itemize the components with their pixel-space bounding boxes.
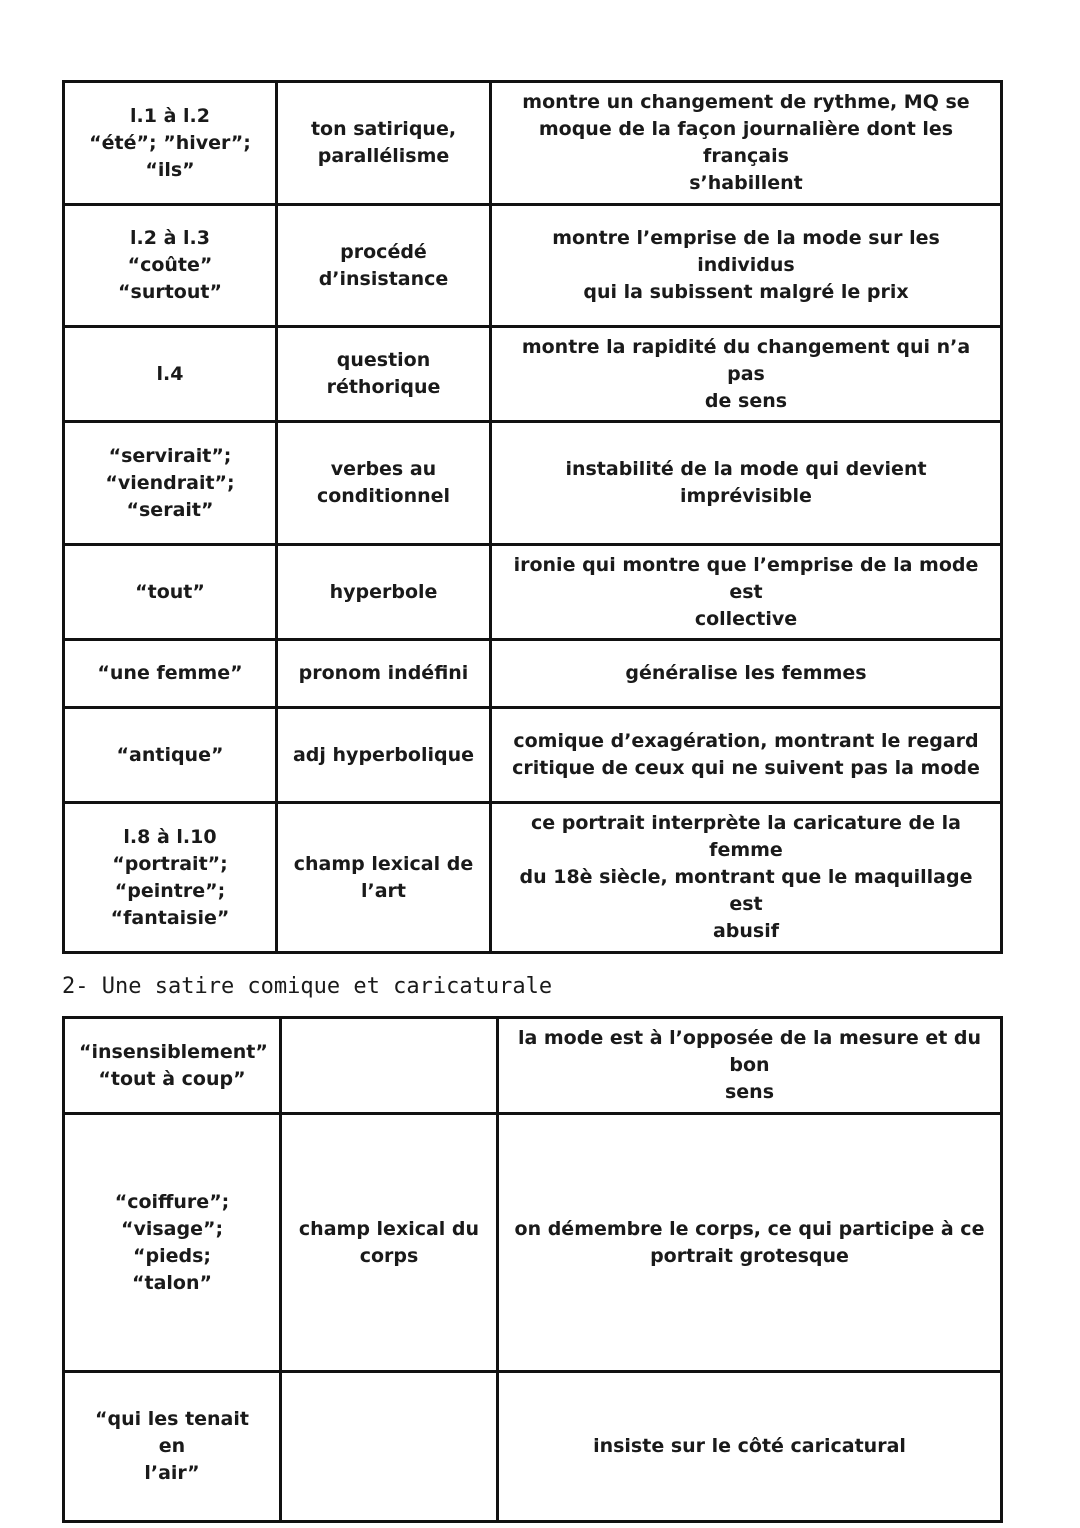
device-cell: question réthorique [277,327,491,422]
device-cell [281,1018,498,1114]
effect-cell: généralise les femmes [491,640,1002,708]
reference-cell: “antique” [64,708,277,803]
table-row [64,82,1002,205]
effect-cell: montre l’emprise de la mode sur les individus qui la subissent malgré le prix [491,205,1002,327]
reference-cell: l.2 à l.3 “coûte” “surtout” [64,205,277,327]
reference-cell: “servirait”; “viendrait”; “serait” [64,422,277,545]
effect-cell: montre la rapidité du changement qui n’a pas de sens [491,327,1002,422]
device-cell: ton satirique, parallélisme [277,82,491,205]
table-row [64,803,1002,953]
device-cell: pronom indéfini [277,640,491,708]
device-cell: champ lexical de l’art [277,803,491,953]
device-cell: verbes au conditionnel [277,422,491,545]
reference-cell: l.1 à l.2 “été”; ”hiver”; “ils” [64,82,277,205]
table-row [64,640,1002,708]
table-row [64,1372,1002,1522]
reference-cell: “tout” [64,545,277,640]
effect-cell: ironie qui montre que l’emprise de la mode est collective [491,545,1002,640]
effect-cell: ce portrait interprète la caricature de la femme du 18è siècle, montrant que le maquillage est abusif [491,803,1002,953]
effect-cell: comique d’exagération, montrant le regard critique de ceux qui ne suivent pas la mode [491,708,1002,803]
table-row [64,327,1002,422]
device-cell [281,1372,498,1522]
device-cell: champ lexical du corps [281,1114,498,1372]
reference-cell: “qui les tenait en l’air” [64,1372,281,1522]
section-heading: 2- Une satire comique et caricaturale [62,974,553,999]
device-cell: hyperbole [277,545,491,640]
analysis-table-1 [62,80,1003,954]
effect-cell: insiste sur le côté caricatural [498,1372,1002,1522]
reference-cell: l.8 à l.10 “portrait”; “peintre”; “fantaisie” [64,803,277,953]
analysis-table-2 [62,1016,1003,1523]
table-row [64,422,1002,545]
reference-cell: “insensiblement” “tout à coup” [64,1018,281,1114]
effect-cell: montre un changement de rythme, MQ se moque de la façon journalière dont les français s’habillent [491,82,1002,205]
table-row [64,545,1002,640]
table-row [64,708,1002,803]
table-row [64,205,1002,327]
reference-cell: “une femme” [64,640,277,708]
reference-cell: “coiffure”; “visage”; “pieds; “talon” [64,1114,281,1372]
table-row [64,1114,1002,1372]
device-cell: adj hyperbolique [277,708,491,803]
effect-cell: instabilité de la mode qui devient imprévisible [491,422,1002,545]
effect-cell: on démembre le corps, ce qui participe à ce portrait grotesque [498,1114,1002,1372]
effect-cell: la mode est à l’opposée de la mesure et du bon sens [498,1018,1002,1114]
reference-cell: l.4 [64,327,277,422]
table-row [64,1018,1002,1114]
device-cell: procédé d’insistance [277,205,491,327]
